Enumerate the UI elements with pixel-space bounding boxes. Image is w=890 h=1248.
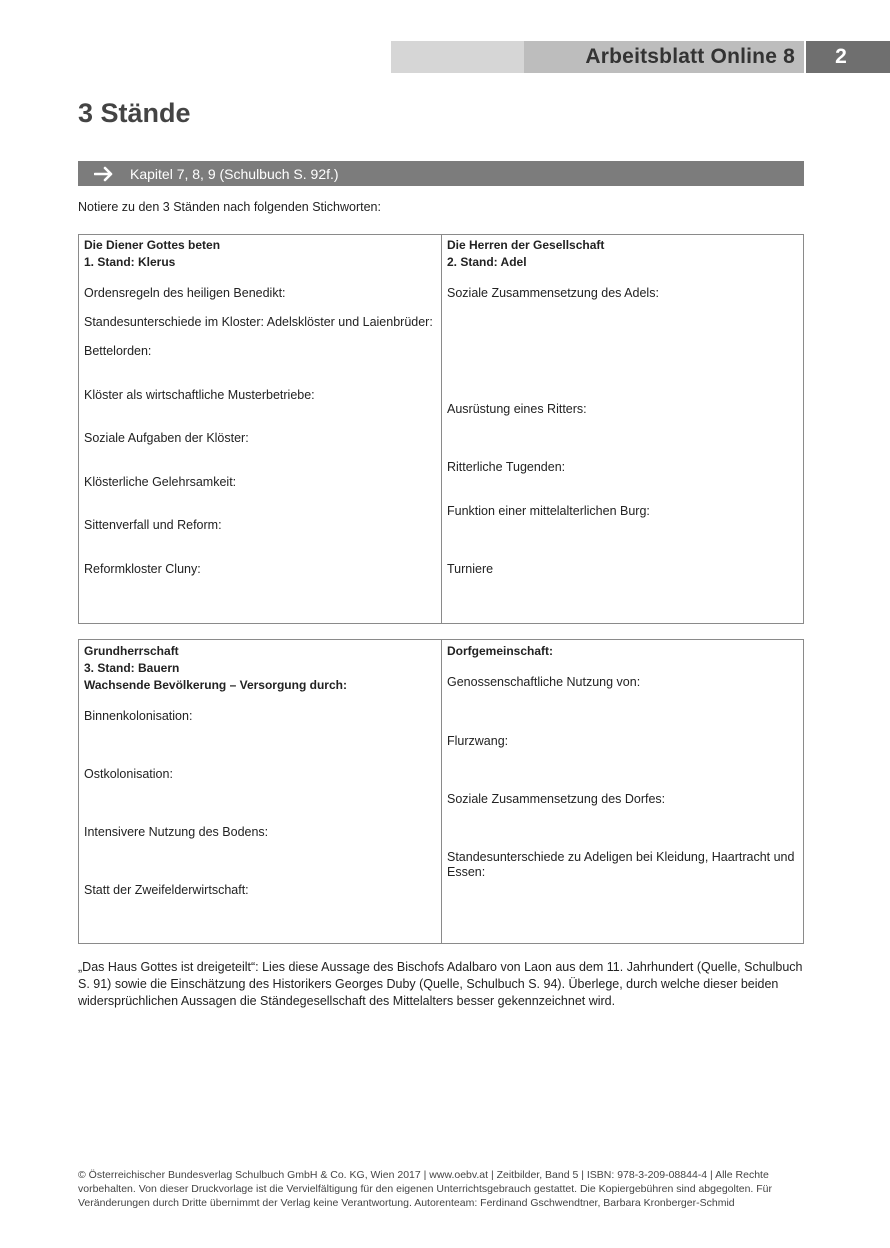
village-prompt: Soziale Zusammensetzung des Dorfes: — [447, 792, 666, 806]
clergy-estate-label: 1. Stand: Klerus — [84, 255, 176, 269]
peasant-prompt: Binnenkolonisation: — [84, 709, 193, 723]
peasant-prompt: Statt der Zweifelderwirtschaft: — [84, 883, 249, 897]
nobility-prompt: Soziale Zusammensetzung des Adels: — [447, 286, 659, 300]
page-title: 3 Stände — [78, 98, 191, 128]
worksheet-label: Arbeitsblatt Online 8 — [585, 45, 795, 68]
task-paragraph: „Das Haus Gottes ist dreigeteilt“: Lies diese Aussage des Bischofs Adalbaro von Laon aus dem 11. Jahrhundert (Quelle, Schulbuch S. 91) sowie die Einschätzung des Historikers Georges Duby (Quelle, Schulbuch S. 94). Überlege, durch welche dieser beiden widersprüchlichen Aussagen die Ständegesellschaft des Mittelalters besser gekennzeichnet wird. — [78, 960, 803, 1008]
nobility-estate-label: 2. Stand: Adel — [447, 255, 527, 269]
village-heading: Dorfgemeinschaft: — [447, 644, 554, 658]
peasant-prompt: Ostkolonisation: — [84, 767, 173, 781]
village-prompt: Standesunterschiede zu Adeligen bei Kleidung, Haartracht und Essen: — [447, 850, 795, 879]
nobility-prompt: Ritterliche Tugenden: — [447, 460, 566, 474]
header-bar — [524, 41, 804, 73]
estate-table-1 — [78, 234, 804, 624]
peasant-subheading: Wachsende Bevölkerung – Versorgung durch: — [84, 678, 347, 692]
page-number: 2 — [835, 45, 847, 68]
nobility-prompt: Turniere — [447, 562, 494, 576]
copyright-footer: © Österreichischer Bundesverlag Schulbuch GmbH & Co. KG, Wien 2017 | www.oebv.at | Zeitbilder, Band 5 | ISBN: 978-3-209-08844-4 | Alle Rechte vorbehalten. Von dieser Druckvorlage ist die Vervielfältigung für den eigenen Unterrichtsgebrauch gestattet. Die Kopiergebühren sind abgegolten. Für Veränderungen durch Dritte übernimmt der Verlag keine Verantwortung. Autorenteam: Ferdinand Gschwendtner, Barbara Kronberger-Schmid — [78, 1169, 773, 1209]
nobility-heading: Die Herren der Gesellschaft — [447, 238, 605, 252]
peasant-prompt: Intensivere Nutzung des Bodens: — [84, 825, 269, 839]
clergy-prompt: Soziale Aufgaben der Klöster: — [84, 431, 249, 445]
column-divider — [441, 235, 442, 623]
clergy-prompt: Bettelorden: — [84, 344, 152, 358]
clergy-prompt: Standesunterschiede im Kloster: Adelsklöster und Laienbrüder: — [84, 315, 433, 329]
clergy-prompt: Ordensregeln des heiligen Benedikt: — [84, 286, 286, 300]
clergy-heading: Die Diener Gottes beten — [84, 238, 221, 252]
nobility-prompt: Funktion einer mittelalterlichen Burg: — [447, 504, 650, 518]
peasant-heading: Grundherrschaft — [84, 644, 179, 658]
peasant-estate-label: 3. Stand: Bauern — [84, 661, 180, 675]
arrow-right-icon — [78, 166, 130, 182]
header-bar-light — [391, 41, 524, 73]
instruction-text: Notiere zu den 3 Ständen nach folgenden Stichworten: — [78, 200, 381, 214]
village-prompt: Genossenschaftliche Nutzung von: — [447, 675, 641, 689]
village-prompt: Flurzwang: — [447, 734, 509, 748]
clergy-prompt: Reformkloster Cluny: — [84, 562, 201, 576]
nobility-prompt: Ausrüstung eines Ritters: — [447, 402, 587, 416]
clergy-prompt: Klösterliche Gelehrsamkeit: — [84, 475, 237, 489]
chapter-reference: Kapitel 7, 8, 9 (Schulbuch S. 92f.) — [130, 165, 339, 182]
column-divider — [441, 640, 442, 943]
estate-table-2 — [78, 639, 804, 944]
page-number-badge — [806, 41, 890, 73]
clergy-prompt: Sittenverfall und Reform: — [84, 518, 222, 532]
chapter-bar — [78, 161, 804, 186]
clergy-prompt: Klöster als wirtschaftliche Musterbetriebe: — [84, 388, 315, 402]
